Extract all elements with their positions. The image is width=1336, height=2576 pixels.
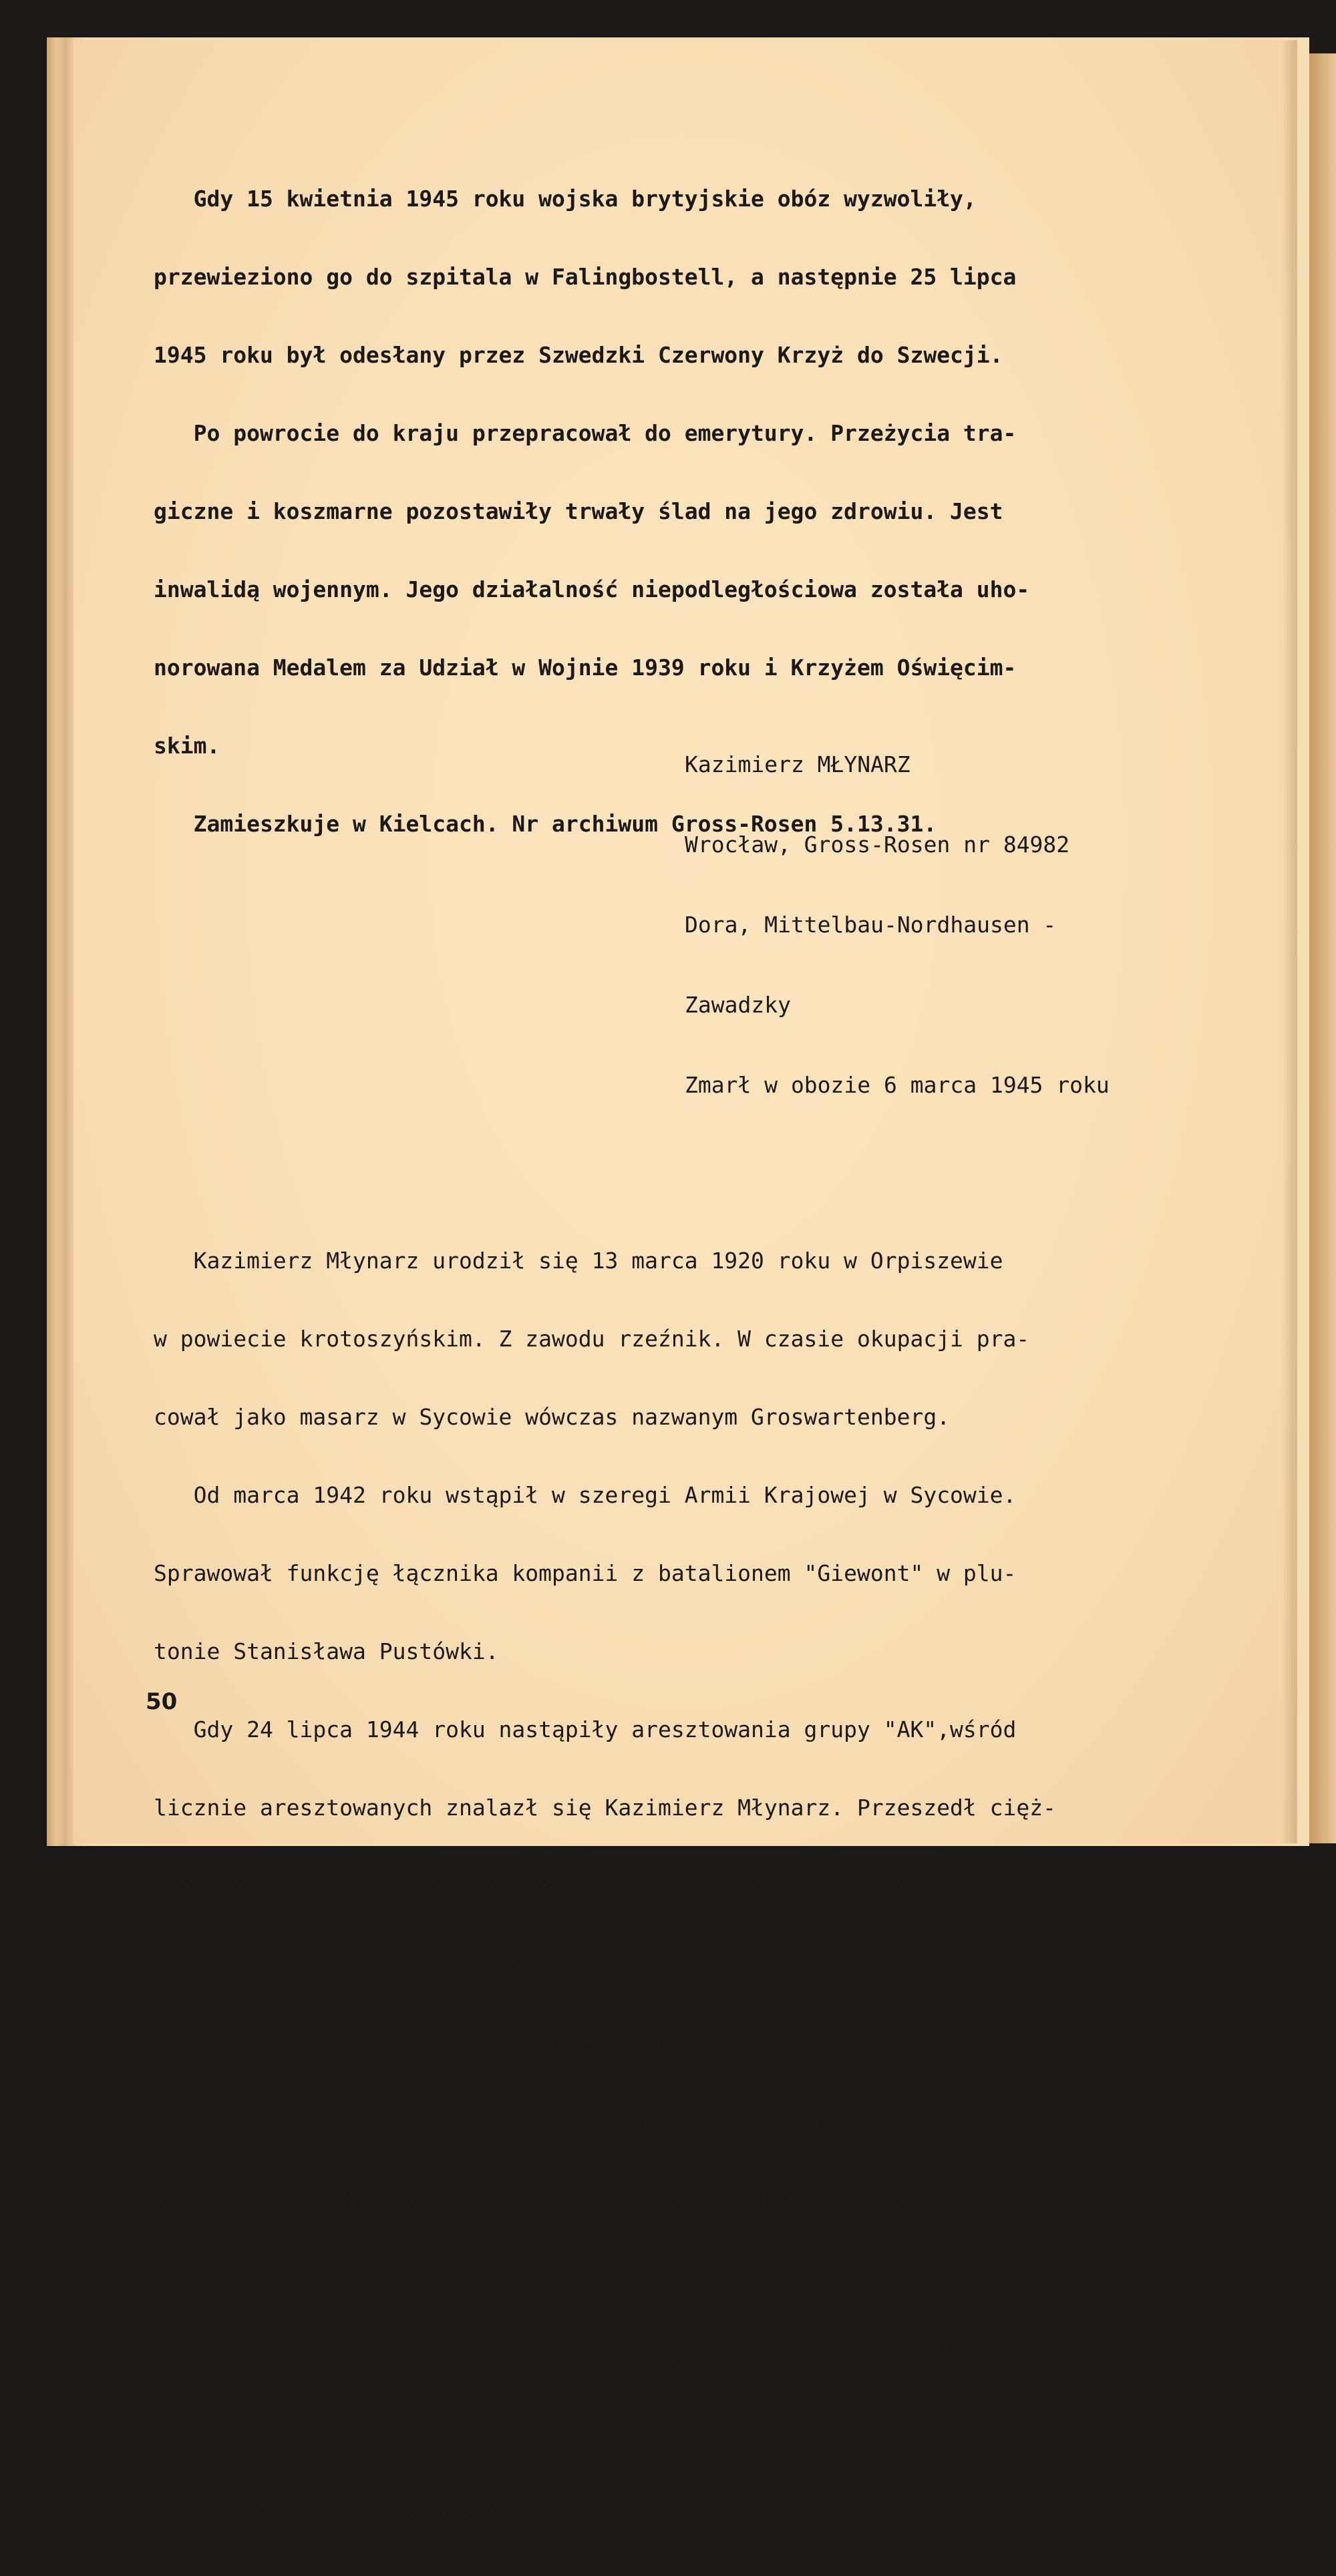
adjacent-page-edge [1309,53,1336,1843]
text-line: Notkę biograficzną nadesłał Józef Młynarz - dowódca batalionu [154,2342,1003,2368]
biography-paragraph [154,1195,1056,2576]
entry-header [685,698,1110,1152]
text-line: Gdy 24 lipca 1944 roku nastąpiły aresztowania grupy "AK",wśród [154,1716,1017,1742]
text-line: tonie Stanisława Pustówki. [154,1638,499,1664]
text-line: kie śledztwo na Gestapo we Wrocławiu i w październiku tegoż roku [154,1873,1003,1899]
text-line: Zamieszkuje w Kielcach. Nr archiwum Gross-Rosen 5.13.31. [154,811,937,837]
text-line: "Giewont". [154,2420,287,2446]
text-line: Nr archiwum Gross-Rosen 1.8.13.12. [154,2498,658,2524]
text-line: Zmarł w obozie 6 marca 1945 roku. [154,2263,592,2289]
text-line: Sprawował funkcję łącznika kompanii z batalionem "Giewont" w plu- [154,1560,1017,1586]
text-line: inwalidą wojennym. Jego działalność niepodległościowa została uho- [154,576,1030,602]
entry-line: Zmarł w obozie 6 marca 1945 roku [685,1072,1110,1098]
page-number: 50 [146,1688,178,1715]
entry-line: Dora, Mittelbau-Nordhausen - [685,912,1057,938]
text-line: Gdy 15 kwietnia 1945 roku wojska brytyjskie obóz wyzwoliły, [154,186,977,212]
entry-name: Kazimierz MŁYNARZ [685,751,910,777]
text-line: przewieziono go do szpitala w Falingbostell, a następnie 25 lipca [154,264,1017,290]
text-line: norowana Medalem za Udział w Wojnie 1939 roku i Krzyżem Oświęcim- [154,655,1017,681]
entry-line: Wrocław, Gross-Rosen nr 84982 [685,832,1070,858]
text-line: polityczny numer 84982 pracował w kamieniołomach. [154,2029,804,2055]
text-line: Od marca 1942 roku wstąpił w szeregi Armii Krajowej w Sycowie. [154,1482,1017,1508]
text-line: giczne i koszmarne pozostawiły trwały ślad na jego zdrowiu. Jest [154,498,1003,524]
text-line: licznie aresztowanych znalazł się Kazimierz Młynarz. Przeszedł cięż- [154,1795,1057,1821]
text-line: Po powrocie do kraju przepracował do emerytury. Przeżycia tra- [154,420,1017,446]
entry-line: Zawadzky [685,992,791,1018]
text-line: przekazano go do obozu koncentracyjnego Gross-Rosen. Jako więzień [154,1951,1017,1977]
text-line: Kazimierz Młynarz urodził się 13 marca 1920 roku w Orpiszewie [154,1248,1003,1274]
text-line: skim. [154,733,220,759]
text-line: W końcu stycznia 1945 roku odesłano go do obozu Dora-Mittel- [154,2107,990,2133]
page-gutter-shadow [1281,40,1297,1843]
text-line: cował jako masarz w Sycowie wówczas nazwanym Groswartenberg. [154,1404,951,1430]
text-line: w powiecie krotoszyńskim. Z zawodu rzeźnik. W czasie okupacji pra- [154,1326,1030,1352]
text-line: 1945 roku był odesłany przez Szwedzki Czerwony Krzyż do Szwecji. [154,342,1003,368]
text-line: bau i tam przydzielono do pracy w komando Nordhausen-Zawadzky. [154,2185,977,2211]
